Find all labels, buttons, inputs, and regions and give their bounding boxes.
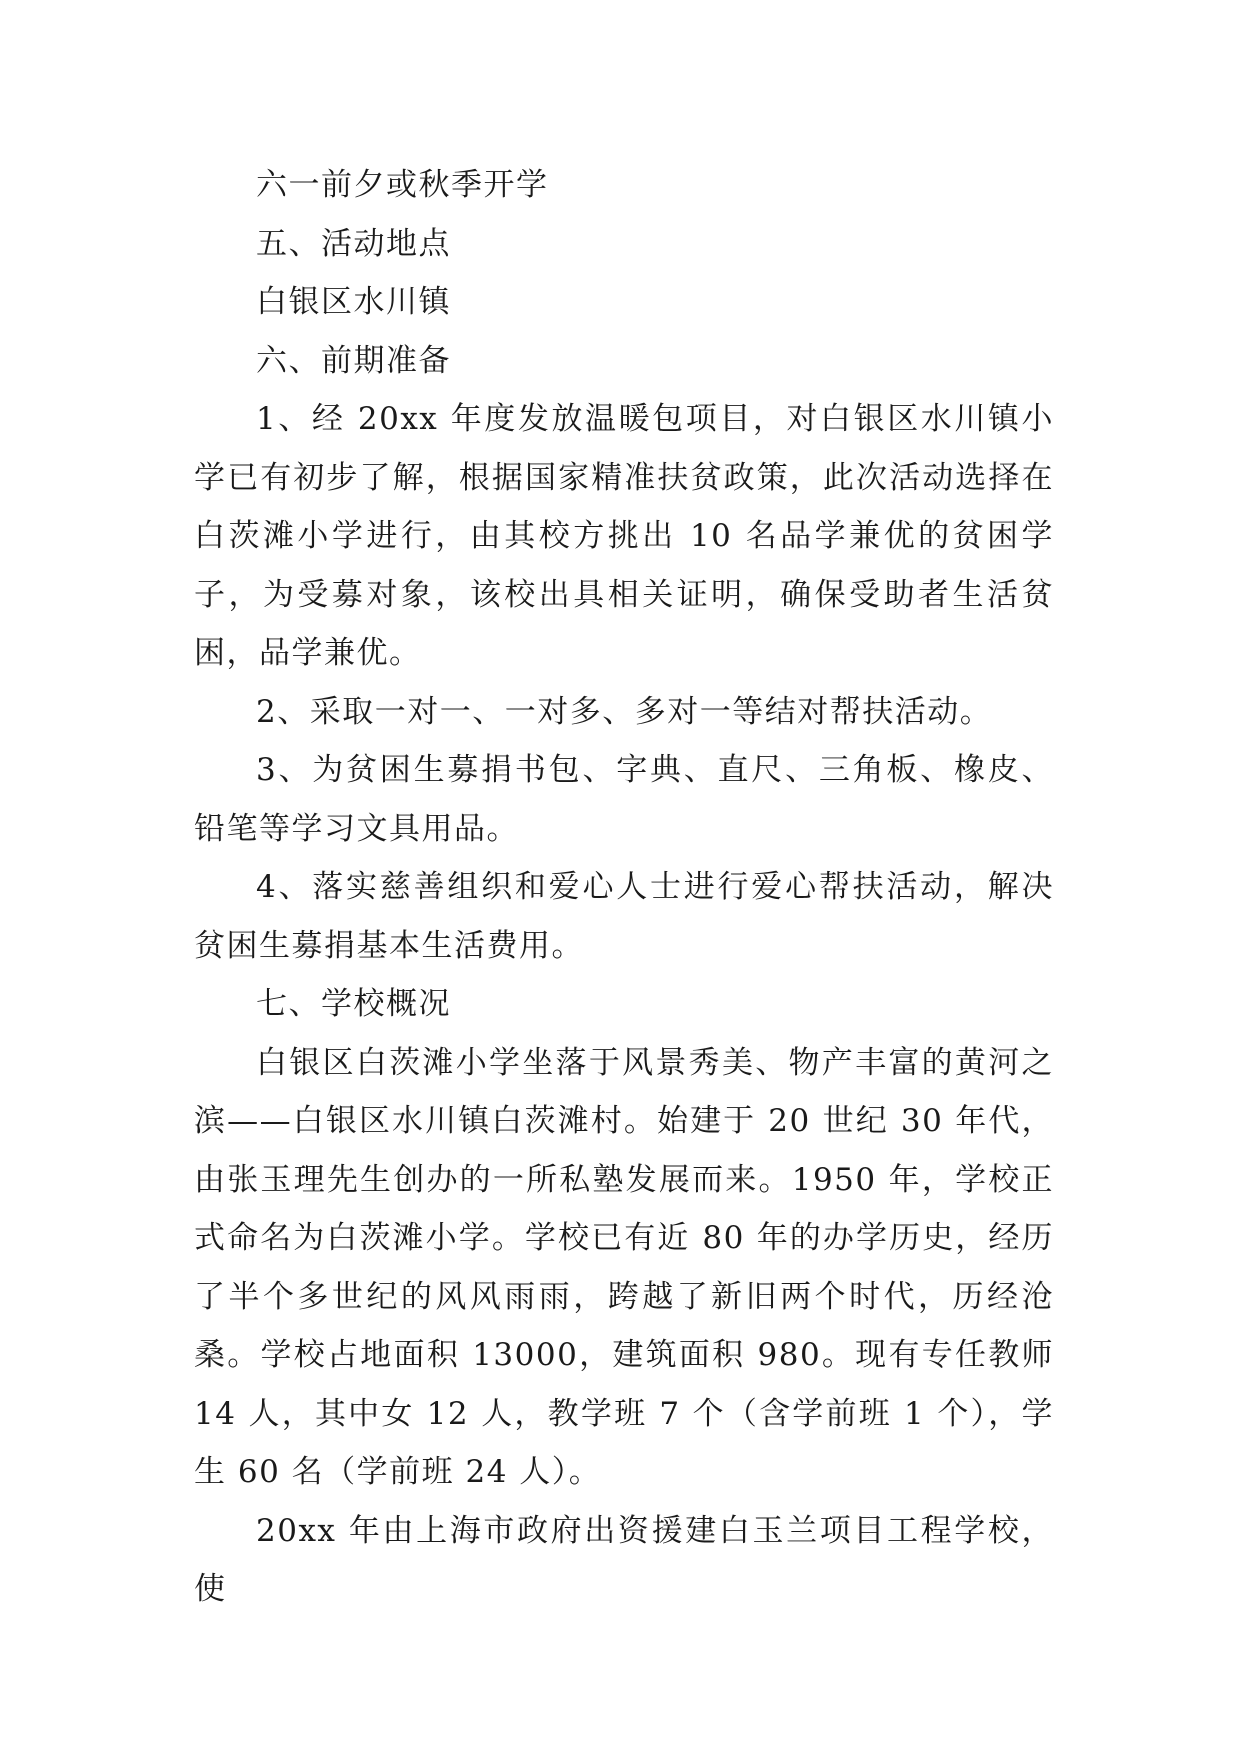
document-page (194, 156, 1054, 1619)
paragraph-preparation-3: 3、为贫困生募捐书包、字典、直尺、三角板、橡皮、铅笔等学习文具用品。 (194, 752, 1054, 847)
paragraph-school-overview: 白银区白茨滩小学坐落于风景秀美、物产丰富的黄河之滨——白银区水川镇白茨滩村。始建于 20 世纪 30 年代，由张玉理先生创办的一所私塾发展而来。1950 年，学校正式命名为白茨滩小学。学校已有近 80 年的办学历史，经历了半个多世纪的风风雨雨，跨越了新旧两个时代，历经沧桑。学校占地面积 13000，建筑面积 980。现有专任教师 14 人，其中女 12 人，教学班 7 个（含学前班 1 个），学生 60 名（学前班 24 人）。 (194, 1044, 1054, 1490)
paragraph-preparation-1: 1、经 20xx 年度发放温暖包项目，对白银区水川镇小学已有初步了解，根据国家精准扶贫政策，此次活动选择在白茨滩小学进行，由其校方挑出 10 名品学兼优的贫困学子，为受募对象，该校出具相关证明，确保受助者生活贫困，品学兼优。 (194, 401, 1054, 671)
paragraph-preparation-4: 4、落实慈善组织和爱心人士进行爱心帮扶活动，解决贫困生募捐基本生活费用。 (194, 869, 1054, 964)
heading-preparation: 六、前期准备 (256, 342, 451, 379)
paragraph-preparation-2: 2、采取一对一、一对多、多对一等结对帮扶活动。 (256, 693, 993, 730)
heading-activity-location: 五、活动地点 (256, 225, 451, 262)
paragraph-location: 白银区水川镇 (256, 284, 451, 320)
paragraph-timing: 六一前夕或秋季开学 (256, 167, 549, 203)
paragraph-school-history: 20xx 年由上海市政府出资援建白玉兰项目工程学校，使 (194, 1512, 1054, 1607)
heading-school-overview: 七、学校概况 (256, 986, 451, 1022)
